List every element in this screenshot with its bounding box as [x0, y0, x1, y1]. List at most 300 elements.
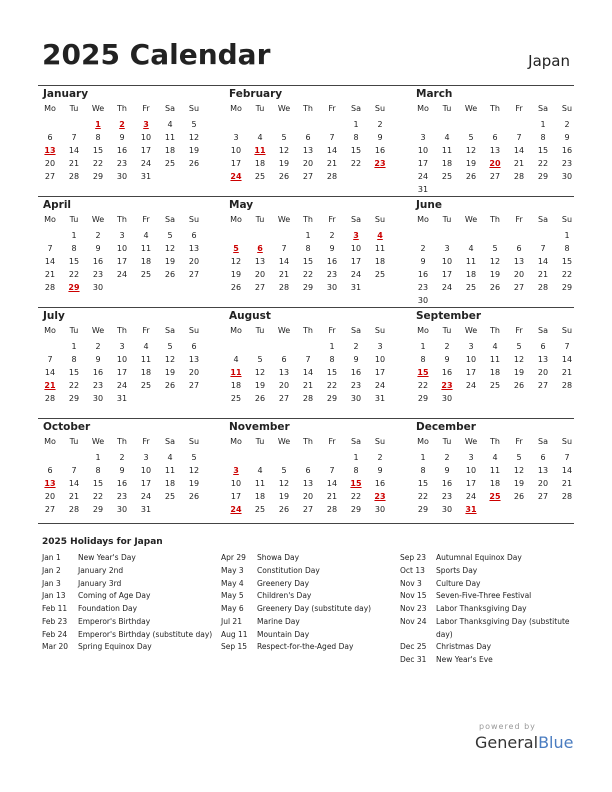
weekday-label: Tu [69, 104, 79, 113]
weekday-label: Sa [165, 104, 175, 113]
day-cell: 10 [417, 146, 429, 155]
day-cell: 31 [140, 172, 152, 181]
weekday-label: Th [117, 104, 127, 113]
weekday-label: Su [188, 437, 200, 446]
holiday-date: Feb 11 [42, 604, 68, 613]
weekday-label: Su [374, 215, 386, 224]
day-cell: 8 [420, 355, 426, 364]
day-cell: 22 [537, 159, 549, 168]
day-cell: 18 [164, 146, 176, 155]
weekday-label: Mo [230, 215, 242, 224]
holiday-item [221, 552, 401, 565]
day-cell: 16 [417, 270, 429, 279]
day-cell: 15 [68, 257, 80, 266]
day-cell: 13 [537, 466, 549, 475]
day-cell: 18 [374, 257, 386, 266]
holiday-item [400, 641, 580, 654]
holiday-date: Nov 3 [400, 578, 422, 588]
holiday-date: May 4 [221, 578, 244, 588]
weekday-label: We [91, 104, 105, 113]
day-cell: 18 [164, 479, 176, 488]
day-cell: 17 [465, 368, 477, 377]
weekday-label: Sa [165, 215, 175, 224]
weekday-label: Mo [417, 326, 429, 335]
day-cell: 15 [92, 479, 104, 488]
calendar-row [38, 418, 574, 529]
weekday-label: Su [188, 215, 200, 224]
day-cell: 1 [540, 120, 546, 129]
day-cell: 28 [302, 394, 314, 403]
day-cell: 8 [540, 133, 546, 142]
weekday-label: Mo [44, 215, 56, 224]
day-cell: 9 [564, 133, 570, 142]
weekday-header [38, 215, 206, 227]
day-cell: 22 [350, 492, 362, 501]
day-cell: 15 [561, 257, 573, 266]
day-cell: 19 [278, 492, 290, 501]
day-cell: 30 [374, 505, 386, 514]
day-cell: 20 [537, 479, 549, 488]
weekday-label: Th [303, 104, 313, 113]
day-cell: 4 [257, 133, 263, 142]
days-grid [38, 451, 206, 529]
month-name: September [416, 310, 482, 322]
weekday-header [38, 326, 206, 338]
day-cell: 13 [302, 479, 314, 488]
day-cell: 30 [441, 394, 453, 403]
day-cell: 8 [353, 133, 359, 142]
day-cell: 14 [326, 146, 338, 155]
weekday-label: We [464, 437, 478, 446]
day-cell: 8 [305, 244, 311, 253]
day-cell: 6 [47, 466, 53, 475]
day-cell: 2 [564, 120, 570, 129]
day-cell: 3 [143, 453, 149, 462]
weekday-label: Tu [255, 437, 265, 446]
holiday-date: Jul 21 [221, 616, 242, 626]
day-cell: 22 [417, 492, 429, 501]
holiday-item [42, 552, 222, 565]
day-cell: 24 [140, 159, 152, 168]
brand-logo[interactable] [475, 733, 573, 752]
day-cell: 28 [513, 172, 525, 181]
holiday-item [42, 629, 222, 642]
day-cell: 12 [164, 244, 176, 253]
day-cell: 10 [230, 146, 242, 155]
calendar-row [38, 307, 574, 418]
weekday-header [38, 437, 206, 449]
month-name: April [43, 199, 72, 211]
day-cell: 25 [441, 172, 453, 181]
day-cell: 30 [417, 296, 429, 305]
weekday-label: Fr [328, 437, 336, 446]
day-cell: 28 [68, 505, 80, 514]
holiday-date: Jan 2 [42, 565, 61, 575]
holiday-day-cell: 11 [230, 368, 242, 377]
day-cell: 4 [492, 453, 498, 462]
holiday-date: Nov 23 [400, 604, 427, 613]
day-cell: 13 [188, 244, 200, 253]
weekday-label: Th [117, 437, 127, 446]
day-cell: 21 [561, 479, 573, 488]
day-cell: 6 [540, 453, 546, 462]
day-cell: 16 [92, 368, 104, 377]
month-name: November [229, 421, 290, 433]
holiday-name: New Year's Day [78, 553, 136, 562]
days-grid [224, 229, 392, 307]
day-cell: 4 [444, 133, 450, 142]
day-cell: 19 [465, 159, 477, 168]
day-cell: 24 [417, 172, 429, 181]
day-cell: 1 [329, 342, 335, 351]
holiday-name: Labor Thanksgiving Day [436, 604, 527, 613]
day-cell: 24 [140, 492, 152, 501]
day-cell: 31 [116, 394, 128, 403]
day-cell: 4 [143, 231, 149, 240]
day-cell: 14 [561, 355, 573, 364]
day-cell: 27 [302, 505, 314, 514]
holiday-day-cell: 15 [350, 479, 362, 488]
holiday-day-cell: 2 [119, 120, 125, 129]
weekday-label: Th [490, 104, 500, 113]
day-cell: 23 [92, 381, 104, 390]
holiday-day-cell: 24 [230, 505, 242, 514]
day-cell: 19 [513, 368, 525, 377]
day-cell: 5 [167, 231, 173, 240]
weekday-label: Su [561, 104, 573, 113]
day-cell: 4 [143, 342, 149, 351]
holiday-day-cell: 23 [374, 492, 386, 501]
weekday-label: We [464, 104, 478, 113]
day-cell: 1 [305, 231, 311, 240]
day-cell: 11 [441, 146, 453, 155]
day-cell: 14 [44, 257, 56, 266]
day-cell: 18 [140, 368, 152, 377]
holiday-item [400, 565, 580, 578]
holiday-date: May 3 [221, 565, 244, 575]
holiday-day-cell: 13 [44, 479, 56, 488]
day-cell: 19 [254, 381, 266, 390]
weekday-label: Mo [417, 215, 429, 224]
day-cell: 29 [561, 283, 573, 292]
day-cell: 16 [116, 479, 128, 488]
day-cell: 5 [468, 133, 474, 142]
day-cell: 2 [329, 231, 335, 240]
day-cell: 22 [92, 492, 104, 501]
day-cell: 2 [95, 231, 101, 240]
days-grid [411, 118, 579, 196]
divider [38, 523, 574, 524]
weekday-label: Th [303, 326, 313, 335]
day-cell: 10 [140, 466, 152, 475]
day-cell: 17 [230, 492, 242, 501]
weekday-label: We [277, 104, 291, 113]
day-cell: 3 [377, 342, 383, 351]
day-cell: 24 [350, 270, 362, 279]
weekday-label: Mo [417, 437, 429, 446]
weekday-label: Mo [44, 326, 56, 335]
day-cell: 21 [44, 270, 56, 279]
holiday-date: Feb 23 [42, 616, 68, 626]
month-name: June [416, 199, 442, 211]
day-cell: 26 [164, 381, 176, 390]
day-cell: 12 [230, 257, 242, 266]
holiday-day-cell: 1 [95, 120, 101, 129]
holiday-item [400, 616, 580, 642]
day-cell: 26 [230, 283, 242, 292]
day-cell: 29 [68, 394, 80, 403]
day-cell: 27 [188, 381, 200, 390]
day-cell: 11 [140, 244, 152, 253]
holiday-name: Emperor's Birthday [78, 616, 151, 626]
day-cell: 8 [95, 466, 101, 475]
day-cell: 31 [374, 394, 386, 403]
weekday-label: We [91, 215, 105, 224]
month-name: May [229, 199, 254, 211]
holiday-item [42, 616, 222, 629]
weekday-label: Mo [44, 437, 56, 446]
weekday-label: Mo [230, 104, 242, 113]
day-cell: 10 [350, 244, 362, 253]
holiday-item [400, 552, 580, 565]
day-cell: 15 [92, 146, 104, 155]
day-cell: 24 [441, 283, 453, 292]
day-cell: 22 [417, 381, 429, 390]
holiday-name: Coming of Age Day [78, 591, 151, 601]
weekday-header [411, 326, 579, 338]
day-cell: 10 [116, 355, 128, 364]
day-cell: 17 [417, 159, 429, 168]
day-cell: 30 [116, 505, 128, 514]
day-cell: 28 [537, 283, 549, 292]
weekday-label: Su [188, 326, 200, 335]
day-cell: 23 [350, 381, 362, 390]
day-cell: 3 [233, 133, 239, 142]
day-cell: 15 [417, 479, 429, 488]
day-cell: 23 [116, 159, 128, 168]
day-cell: 14 [278, 257, 290, 266]
holiday-name: January 3rd [78, 578, 122, 588]
day-cell: 18 [230, 381, 242, 390]
weekday-label: Tu [255, 326, 265, 335]
day-cell: 1 [95, 453, 101, 462]
holiday-item [221, 578, 401, 591]
holiday-name: Culture Day [436, 578, 481, 588]
day-cell: 16 [92, 257, 104, 266]
weekday-label: Tu [255, 104, 265, 113]
holiday-date: Nov 24 [400, 616, 427, 626]
weekday-label: Su [374, 437, 386, 446]
day-cell: 12 [513, 466, 525, 475]
day-cell: 7 [540, 244, 546, 253]
day-cell: 12 [278, 479, 290, 488]
day-cell: 6 [281, 355, 287, 364]
holiday-day-cell: 3 [143, 120, 149, 129]
holiday-name: Greenery Day (substitute day) [257, 604, 372, 613]
holiday-item [42, 578, 222, 591]
day-cell: 15 [537, 146, 549, 155]
weekday-header [411, 215, 579, 227]
day-cell: 17 [116, 368, 128, 377]
weekday-label: Fr [515, 326, 523, 335]
day-cell: 20 [513, 270, 525, 279]
weekday-label: Su [374, 104, 386, 113]
day-cell: 15 [326, 368, 338, 377]
day-cell: 28 [278, 283, 290, 292]
day-cell: 9 [119, 133, 125, 142]
holiday-name: Marine Day [257, 616, 300, 626]
day-cell: 13 [302, 146, 314, 155]
day-cell: 31 [140, 505, 152, 514]
holiday-day-cell: 29 [68, 283, 80, 292]
day-cell: 28 [44, 283, 56, 292]
weekday-label: Su [188, 104, 200, 113]
weekday-label: Tu [442, 104, 452, 113]
day-cell: 18 [489, 479, 501, 488]
day-cell: 14 [302, 368, 314, 377]
day-cell: 6 [305, 133, 311, 142]
holiday-name: Constitution Day [257, 565, 320, 575]
day-cell: 20 [302, 492, 314, 501]
day-cell: 16 [441, 479, 453, 488]
day-cell: 29 [350, 505, 362, 514]
weekday-label: Sa [351, 326, 361, 335]
weekday-label: Sa [351, 215, 361, 224]
day-cell: 22 [68, 270, 80, 279]
day-cell: 5 [281, 466, 287, 475]
day-cell: 30 [561, 172, 573, 181]
day-cell: 25 [164, 159, 176, 168]
day-cell: 16 [441, 368, 453, 377]
day-cell: 20 [254, 270, 266, 279]
day-cell: 25 [489, 381, 501, 390]
day-cell: 18 [489, 368, 501, 377]
day-cell: 10 [230, 479, 242, 488]
day-cell: 28 [68, 172, 80, 181]
day-cell: 12 [164, 355, 176, 364]
day-cell: 21 [561, 368, 573, 377]
day-cell: 30 [441, 505, 453, 514]
day-cell: 26 [513, 381, 525, 390]
day-cell: 9 [444, 355, 450, 364]
day-cell: 20 [188, 257, 200, 266]
holiday-item [221, 641, 401, 654]
day-cell: 22 [326, 381, 338, 390]
day-cell: 9 [377, 133, 383, 142]
holiday-day-cell: 11 [254, 146, 266, 155]
day-cell: 25 [374, 270, 386, 279]
weekday-label: Mo [44, 104, 56, 113]
day-cell: 27 [489, 172, 501, 181]
day-cell: 11 [164, 466, 176, 475]
day-cell: 8 [353, 466, 359, 475]
day-cell: 7 [47, 355, 53, 364]
day-cell: 13 [537, 355, 549, 364]
day-cell: 9 [353, 355, 359, 364]
weekday-label: Fr [142, 437, 150, 446]
day-cell: 16 [374, 479, 386, 488]
day-cell: 9 [377, 466, 383, 475]
day-cell: 4 [468, 244, 474, 253]
holiday-date: Dec 31 [400, 655, 427, 664]
weekday-label: Fr [328, 326, 336, 335]
day-cell: 10 [116, 244, 128, 253]
holiday-date: May 6 [221, 604, 244, 613]
month-name: July [43, 310, 65, 322]
days-grid [38, 229, 206, 307]
holiday-day-cell: 3 [233, 466, 239, 475]
day-cell: 17 [441, 270, 453, 279]
weekday-label: We [464, 215, 478, 224]
day-cell: 5 [516, 453, 522, 462]
day-cell: 7 [564, 453, 570, 462]
day-cell: 1 [353, 120, 359, 129]
weekday-label: Sa [538, 326, 548, 335]
day-cell: 25 [164, 492, 176, 501]
day-cell: 8 [329, 355, 335, 364]
holiday-name: Greenery Day [257, 578, 310, 588]
holiday-day-cell: 25 [489, 492, 501, 501]
weekday-label: Su [561, 437, 573, 446]
day-cell: 12 [465, 146, 477, 155]
holiday-name: Spring Equinox Day [78, 642, 152, 652]
day-cell: 12 [254, 368, 266, 377]
day-cell: 5 [191, 453, 197, 462]
day-cell: 24 [116, 270, 128, 279]
day-cell: 2 [377, 120, 383, 129]
days-grid [38, 118, 206, 196]
holiday-day-cell: 24 [230, 172, 242, 181]
day-cell: 20 [188, 368, 200, 377]
day-cell: 3 [444, 244, 450, 253]
day-cell: 20 [537, 368, 549, 377]
weekday-label: Mo [417, 104, 429, 113]
holiday-day-cell: 3 [353, 231, 359, 240]
weekday-label: Tu [69, 326, 79, 335]
day-cell: 21 [513, 159, 525, 168]
day-cell: 22 [302, 270, 314, 279]
day-cell: 20 [278, 381, 290, 390]
day-cell: 8 [420, 466, 426, 475]
day-cell: 18 [441, 159, 453, 168]
page-title: 2025 Calendar [42, 38, 271, 71]
day-cell: 26 [278, 172, 290, 181]
day-cell: 5 [492, 244, 498, 253]
weekday-label: Su [561, 326, 573, 335]
days-grid [224, 340, 392, 418]
day-cell: 9 [420, 257, 426, 266]
days-grid [224, 118, 392, 196]
holiday-item [221, 603, 401, 616]
weekday-label: Th [117, 215, 127, 224]
day-cell: 6 [191, 342, 197, 351]
weekday-label: Tu [255, 215, 265, 224]
days-grid [411, 340, 579, 418]
holiday-item [221, 629, 401, 642]
country-label: Japan [528, 52, 570, 70]
day-cell: 21 [326, 159, 338, 168]
day-cell: 4 [492, 342, 498, 351]
day-cell: 21 [278, 270, 290, 279]
day-cell: 11 [489, 355, 501, 364]
weekday-label: Fr [142, 104, 150, 113]
holiday-name: Seven-Five-Three Festival [436, 591, 532, 601]
weekday-label: We [277, 215, 291, 224]
day-cell: 28 [326, 172, 338, 181]
day-cell: 2 [95, 342, 101, 351]
day-cell: 7 [564, 342, 570, 351]
holiday-item [221, 590, 401, 603]
